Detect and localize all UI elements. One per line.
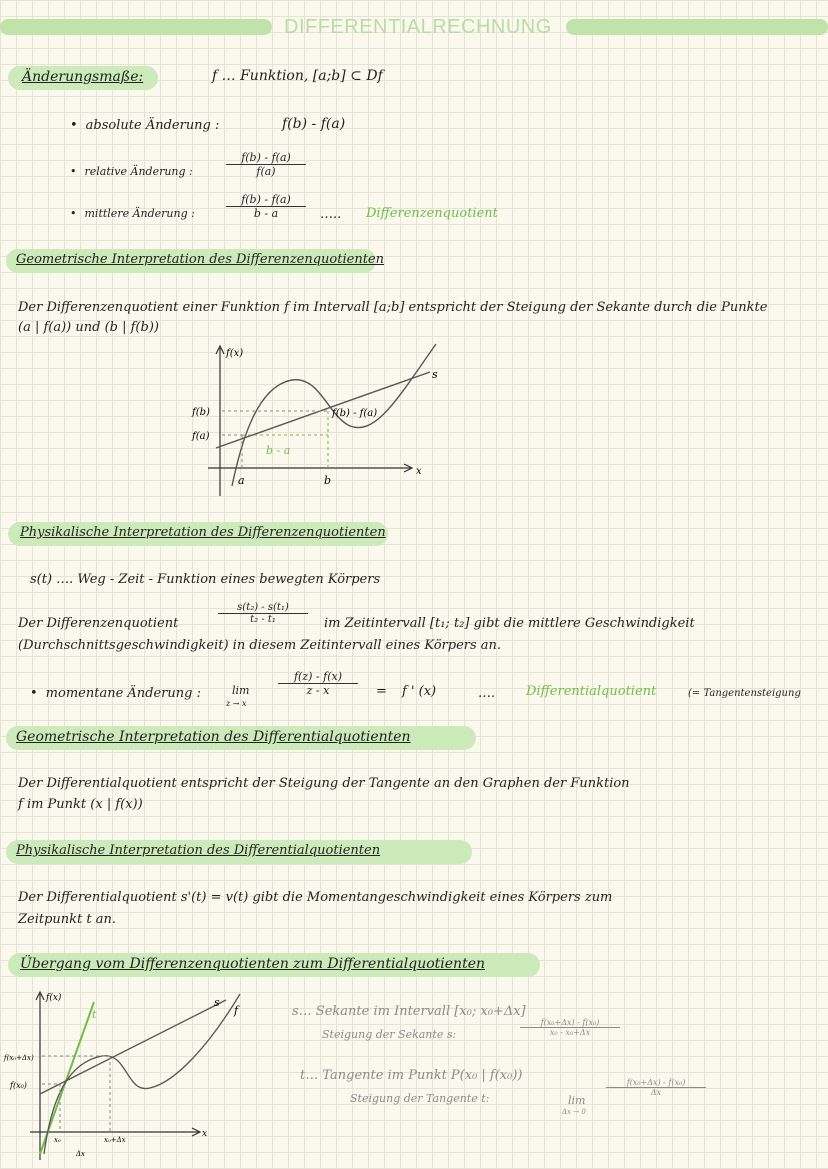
mom-eq: =	[376, 684, 387, 699]
mom-change-label: • momentane Änderung :	[30, 686, 201, 701]
dx-label: Δx	[76, 1150, 86, 1158]
y-label: f(x)	[226, 348, 244, 359]
differentialquotient-label: Differentialquotient	[526, 684, 657, 699]
mid-change-fraction	[226, 193, 306, 220]
mom-lim-sub: z → x	[226, 699, 247, 708]
function-curve	[44, 994, 240, 1154]
x-label: x	[416, 466, 422, 477]
fx0-label: f(x₀)	[10, 1081, 27, 1090]
y-label: f(x)	[46, 993, 62, 1003]
abs-change-expr: f(b) - f(a)	[282, 116, 346, 132]
diff-label: f(b) - f(a)	[332, 408, 378, 419]
tangent-graph	[0, 984, 250, 1164]
tan-num: f(x₀+Δx) - f(x₀)	[606, 1078, 706, 1088]
function-definition: f … Funktion, [a;b] ⊂ Df	[212, 68, 383, 84]
heading-transition: Übergang vom Differenzenquotienten zum Differentialquotienten	[20, 956, 485, 972]
tangent-lim-sub: Δx → 0	[562, 1108, 586, 1116]
mid-dots: …..	[320, 207, 342, 222]
x0-label: x₀	[54, 1136, 61, 1144]
geom-diffq-text-1: Der Differenzenquotient einer Funktion f im Intervall [a;b] entspricht der Steigung der Sekante durch die Punkte	[18, 300, 768, 315]
mid-den: b - a	[253, 207, 279, 220]
phys-den: t₂ - t₁	[250, 614, 276, 625]
b-label: b	[324, 474, 332, 487]
tan-den: Δx	[650, 1088, 662, 1097]
tangent-lim: lim	[568, 1094, 586, 1107]
heading-phys-diffq: Physikalische Interpretation des Differenzenquotienten	[20, 525, 386, 540]
geom-diffq2-line-2: f im Punkt (x | f(x))	[18, 797, 143, 812]
heading-geom-diffq: Geometrische Interpretation des Differenzenquotienten	[16, 252, 384, 267]
rel-num: f(b) - f(a)	[226, 151, 306, 165]
mid-change-label: • mittlere Änderung :	[70, 207, 195, 220]
secant-label: s	[214, 996, 220, 1009]
differenzenquotient-label: Differenzenquotient	[366, 206, 498, 221]
tangent-slope-label: Steigung der Tangente t:	[350, 1092, 490, 1105]
mom-lim: lim	[232, 684, 250, 697]
phys-diffq-line-3: (Durchschnittsgeschwindigkeit) in diesem Zeitintervall eines Körpers an.	[18, 638, 502, 653]
geom-diffq2-line-1: Der Differentialquotient entspricht der Steigung der Tangente an den Graphen der Funktion	[18, 776, 630, 791]
phys-num: s(t₂) - s(t₁)	[218, 602, 308, 614]
title-bar-right	[566, 19, 828, 35]
mid-num: f(b) - f(a)	[226, 193, 306, 207]
x-label: x	[202, 1129, 208, 1139]
secant-slope-label: Steigung der Sekante s:	[322, 1028, 457, 1041]
ba-label: b - a	[266, 444, 291, 457]
secant-slope-fraction	[520, 1018, 620, 1037]
secant-def: s… Sekante im Intervall [x₀; x₀+Δx]	[292, 1004, 526, 1019]
tangent-label: t	[92, 1008, 97, 1021]
abs-change-label: • absolute Änderung :	[70, 118, 219, 133]
mom-derivative: f ' (x)	[402, 684, 437, 699]
mom-num: f(z) - f(x)	[278, 670, 358, 684]
fb-label: f(b)	[192, 407, 210, 418]
rel-change-label: • relative Änderung :	[70, 165, 193, 178]
tangent-slope-fraction	[606, 1078, 706, 1097]
mom-dots: ….	[478, 686, 496, 701]
page-title: DIFFERENTIALRECHNUNG	[284, 16, 552, 38]
phys-diffq2-line-2: Zeitpunkt t an.	[18, 912, 117, 927]
phys-diffq-fraction	[218, 602, 308, 625]
mom-fraction	[278, 670, 358, 697]
sek-num: f(x₀+Δx) - f(x₀)	[520, 1018, 620, 1028]
heading-aenderungsmasse: Änderungsmaße:	[22, 69, 144, 85]
phys-diffq-line-1: s(t) …. Weg - Zeit - Funktion eines bewegten Körpers	[30, 572, 381, 587]
tangent-def: t… Tangente im Punkt P(x₀ | f(x₀))	[300, 1068, 523, 1083]
phys-diffq-rest: im Zeitintervall [t₁; t₂] gibt die mittlere Geschwindigkeit	[324, 616, 695, 631]
a-label: a	[238, 474, 245, 487]
secant-line	[216, 372, 430, 448]
title-bar-left	[0, 19, 272, 35]
function-label: f	[234, 1004, 239, 1017]
x0dx-label: x₀+Δx	[104, 1136, 126, 1144]
heading-phys-diffq2: Physikalische Interpretation des Differentialquotienten	[16, 843, 381, 858]
phys-diffq2-line-1: Der Differentialquotient s'(t) = v(t) gibt die Momentangeschwindigkeit eines Körpers zum	[18, 890, 613, 905]
rel-change-fraction	[226, 151, 306, 178]
heading-geom-diffq2: Geometrische Interpretation des Differentialquotienten	[16, 729, 411, 745]
geom-diffq-text-2: (a | f(a)) und (b | f(b))	[18, 320, 159, 335]
secant-line	[40, 1000, 226, 1094]
fa-label: f(a)	[192, 431, 210, 442]
mom-den: z - x	[306, 684, 330, 697]
secant-label: s	[432, 368, 438, 381]
rel-den: f(a)	[256, 165, 276, 178]
secant-graph	[180, 338, 460, 498]
tangent-slope-note: (= Tangentensteigung	[688, 688, 801, 699]
phys-diffq-dq: Der Differenzenquotient	[18, 616, 179, 631]
sek-den: x₀ - x₀+Δx	[549, 1028, 591, 1037]
fx0dx-label: f(x₀+Δx)	[4, 1054, 34, 1062]
